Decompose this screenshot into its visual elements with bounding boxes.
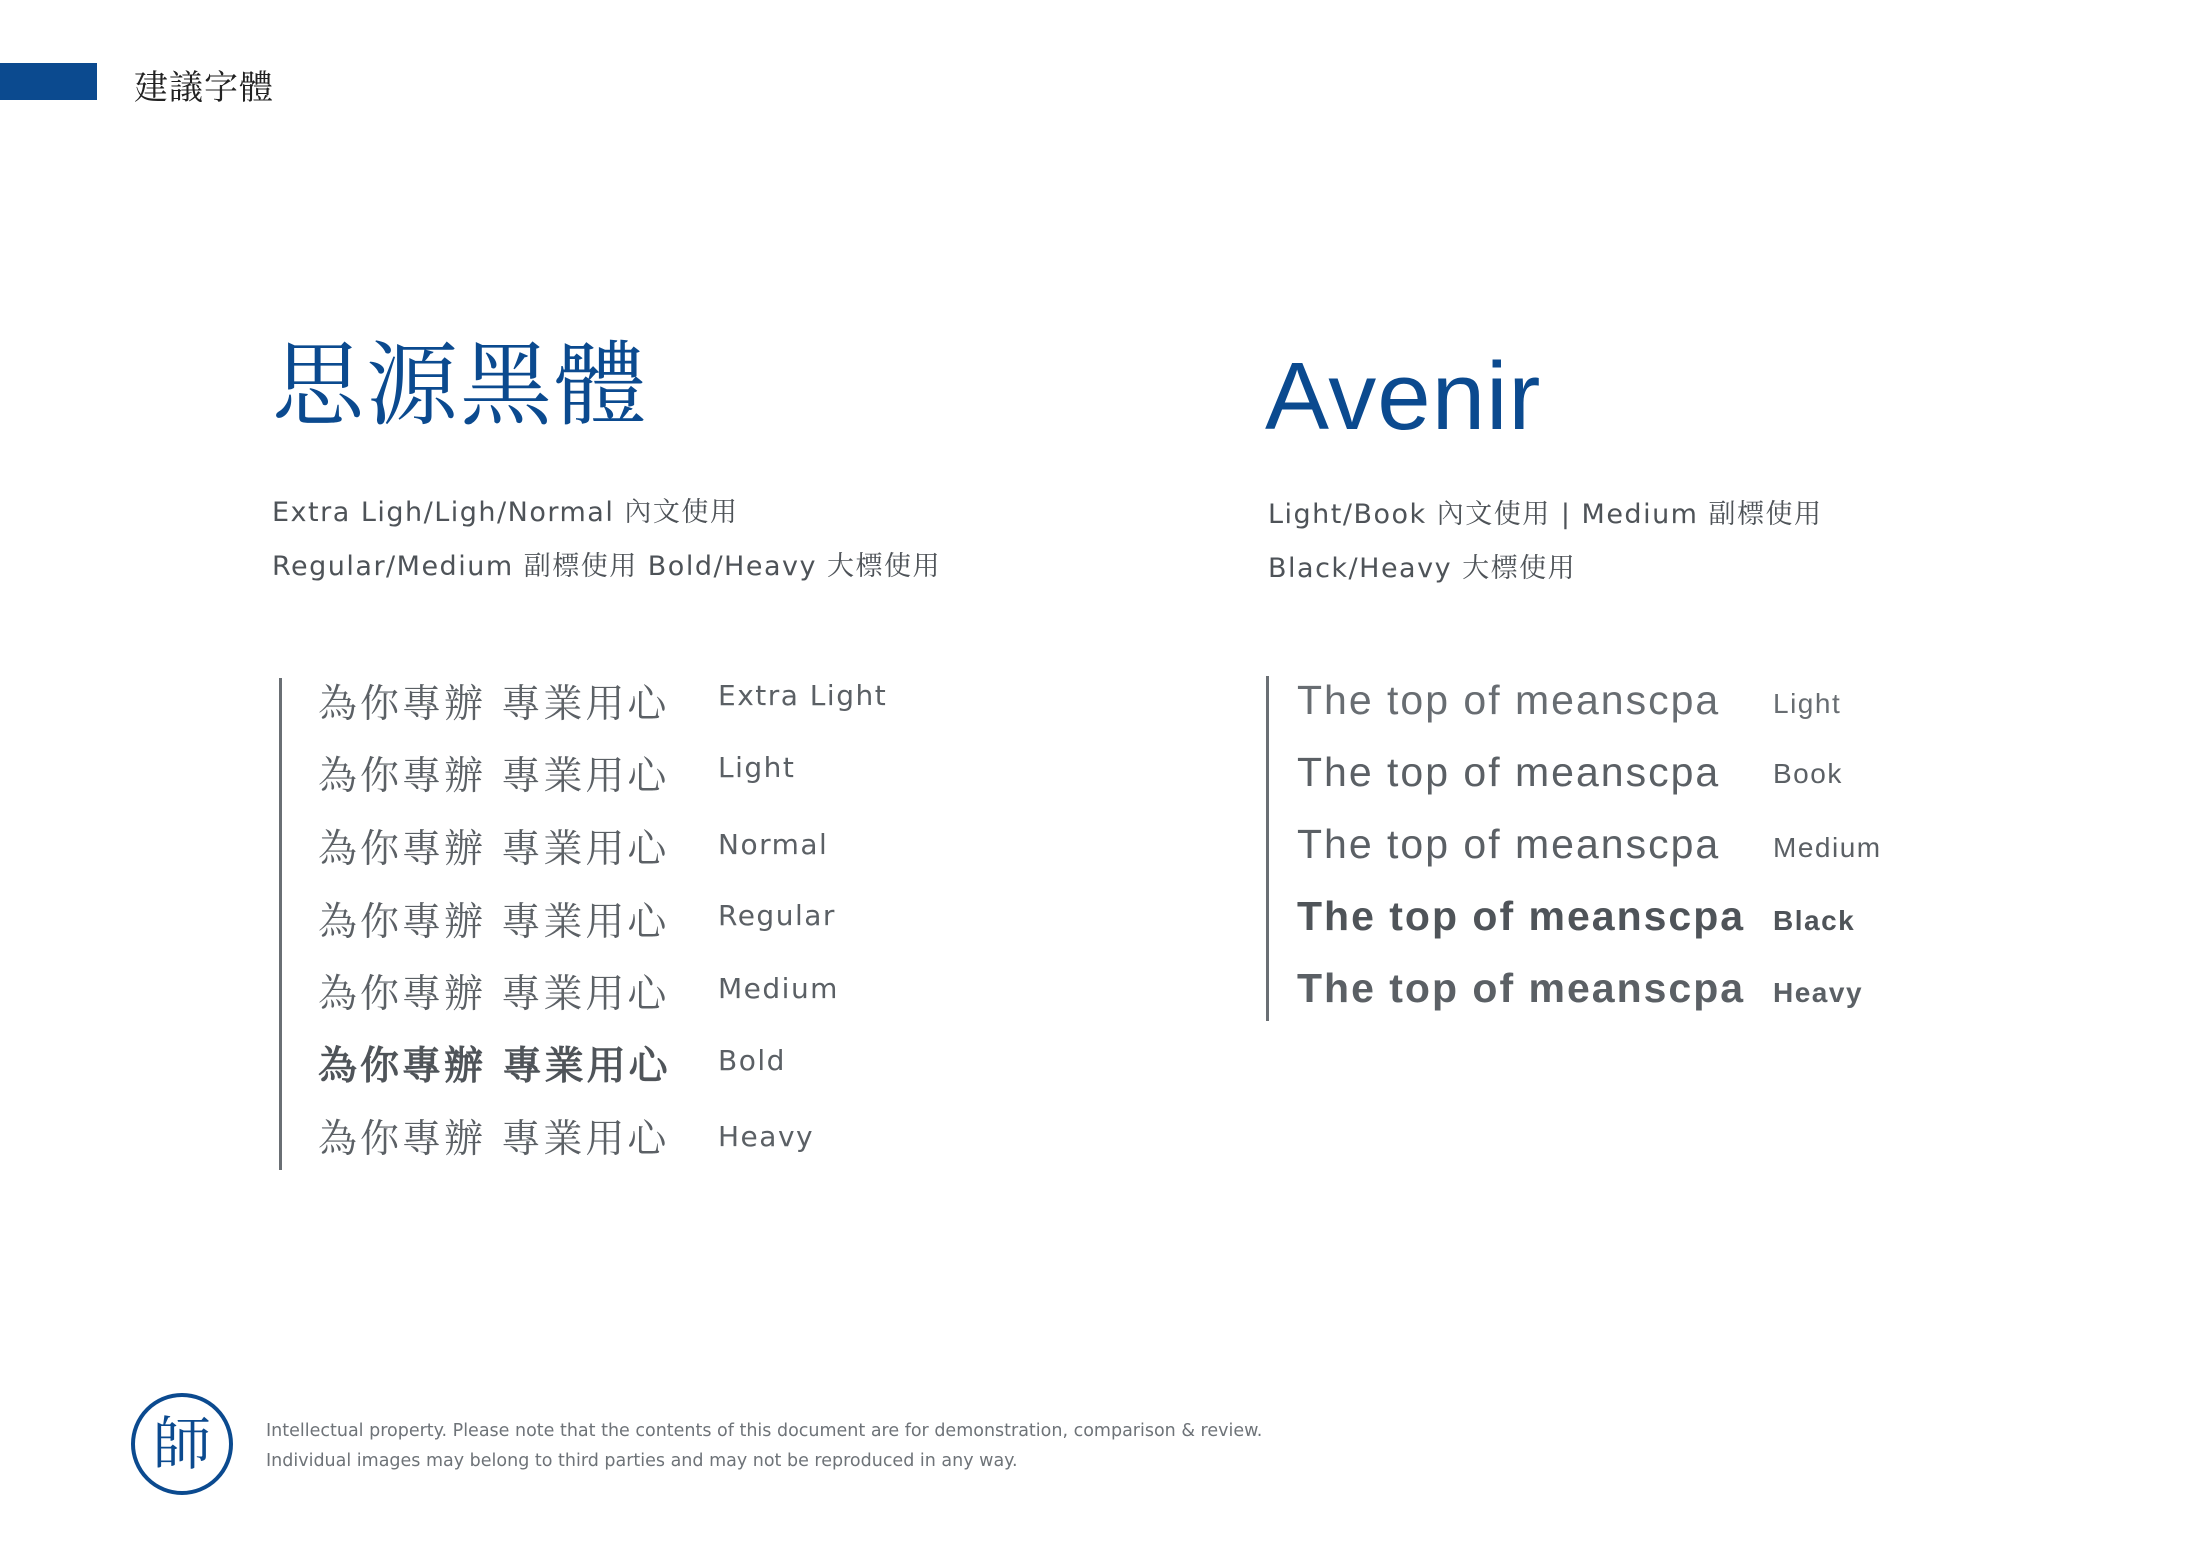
cjk-sample-text: 為你專辦 專業用心 bbox=[318, 682, 670, 727]
cjk-sample-text: 為你專辦 專業用心 bbox=[318, 827, 670, 872]
cjk-sample-text: 為你專辦 專業用心 bbox=[318, 1117, 670, 1162]
cjk-font-desc-line2: Regular/Medium 副標使用 Bold/Heavy 大標使用 bbox=[272, 551, 942, 582]
latin-sample-text: The top of meanscpa bbox=[1297, 677, 1721, 723]
cjk-sample-label: Extra Light bbox=[718, 679, 888, 712]
brand-logo-glyph: 師 bbox=[152, 1410, 211, 1478]
cjk-sample-text: 為你專辦 專業用心 bbox=[318, 972, 670, 1017]
page-title: 建議字體 bbox=[134, 68, 274, 108]
cjk-sample-label: Bold bbox=[718, 1044, 786, 1077]
latin-font-desc-line1: Light/Book 內文使用 | Medium 副標使用 bbox=[1268, 499, 1823, 530]
footer-disclaimer-line2: Individual images may belong to third parties and may not be reproduced in any way. bbox=[266, 1451, 1018, 1471]
latin-font-title: Avenir bbox=[1265, 343, 1542, 450]
cjk-sample-label: Regular bbox=[718, 899, 836, 932]
cjk-sample-text: 為你專辦 專業用心 bbox=[318, 754, 670, 799]
cjk-sample-label: Light bbox=[718, 751, 796, 784]
latin-sample-label: Medium bbox=[1773, 832, 1882, 863]
latin-sample-text: The top of meanscpa bbox=[1297, 749, 1721, 795]
cjk-sample-label: Heavy bbox=[718, 1120, 815, 1153]
latin-font-desc-line2: Black/Heavy 大標使用 bbox=[1268, 553, 1577, 584]
cjk-sample-label: Medium bbox=[718, 972, 839, 1005]
brand-logo bbox=[131, 1393, 233, 1495]
latin-sample-text: The top of meanscpa bbox=[1297, 893, 1746, 939]
latin-sample-text: The top of meanscpa bbox=[1297, 965, 1746, 1011]
latin-sample-label: Book bbox=[1773, 758, 1843, 789]
latin-sample-text: The top of meanscpa bbox=[1297, 821, 1721, 867]
footer-disclaimer-line1: Intellectual property. Please note that the contents of this document are for demonstration, comparison & review. bbox=[266, 1421, 1263, 1441]
latin-sample-label: Light bbox=[1773, 688, 1842, 719]
latin-samples-divider bbox=[1266, 676, 1269, 1021]
cjk-font-desc-line1: Extra Ligh/Ligh/Normal 內文使用 bbox=[272, 497, 739, 528]
cjk-samples-divider bbox=[279, 678, 282, 1170]
cjk-sample-label: Normal bbox=[718, 828, 829, 861]
latin-sample-label: Heavy bbox=[1773, 977, 1864, 1008]
latin-sample-label: Black bbox=[1773, 905, 1856, 936]
cjk-font-title: 思源黑體 bbox=[272, 332, 649, 439]
header-accent-bar bbox=[0, 63, 97, 100]
cjk-sample-text: 為你專辦 專業用心 bbox=[318, 1044, 671, 1089]
cjk-sample-text: 為你專辦 專業用心 bbox=[318, 900, 670, 945]
